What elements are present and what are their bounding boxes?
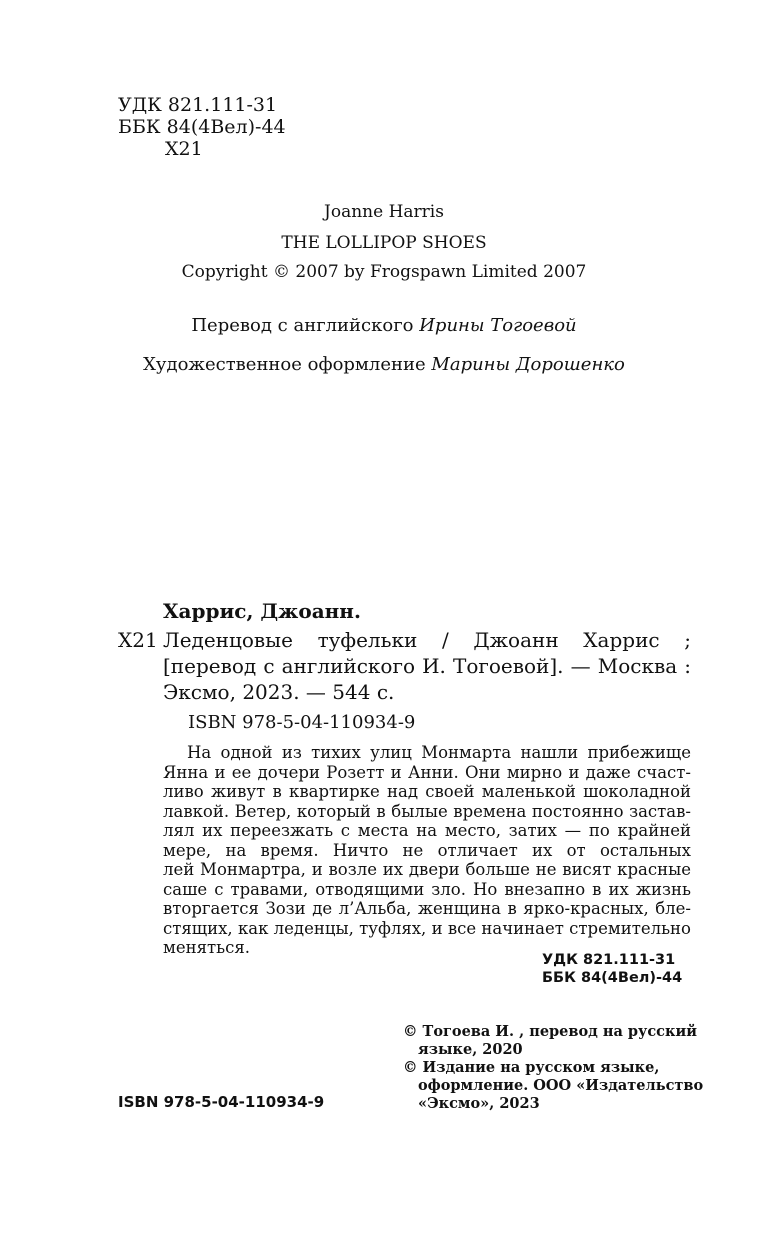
copyright-edition-design: оформление. ООО «Издательство	[418, 1077, 704, 1094]
annotation	[163, 743, 691, 958]
annotation-line: Янна и ее дочери Розетт и Анни. Они мирно и даже счаст-	[163, 762, 691, 782]
catalog-isbn: ISBN 978-5-04-110934-9	[188, 712, 416, 733]
translation-credit	[0, 315, 768, 336]
bbk-code-bottom: ББК 84(4Вел)-44	[542, 970, 683, 986]
catalog-line-1: Леденцовые туфельки / Джоанн Харрис ;	[163, 628, 691, 652]
annotation-line: вторгается Зози де л’Альба, женщина в ярко-красных, бле-	[163, 899, 691, 918]
copyright-translation-year: языке, 2020	[418, 1041, 523, 1058]
design-label: Художественное оформление	[143, 354, 426, 375]
catalog-line-2: [перевод с английского И. Тогоевой]. — Москва :	[163, 654, 691, 678]
udk-code-top: УДК 821.111-31	[118, 94, 278, 116]
annotation-line: лял их переезжать с места на место, затих — по крайней	[163, 821, 691, 840]
designer-name: Марины Дорошенко	[431, 354, 625, 375]
isbn-bottom: ISBN 978-5-04-110934-9	[118, 1093, 325, 1111]
annotation-line: мере, на время. Ничто не отличает их от остальных	[163, 840, 691, 860]
annotation-line: ливо живут в квартирке над своей маленькой шоколадной	[163, 782, 691, 801]
original-title: THE LOLLIPOP SHOES	[281, 233, 487, 253]
udk-code-bottom: УДК 821.111-31	[542, 952, 676, 968]
catalog-line-3: Эксмо, 2023. — 544 с.	[163, 680, 395, 704]
translation-label: Перевод с английского	[191, 315, 414, 336]
original-author: Joanne Harris	[324, 202, 444, 222]
original-copyright: Copyright © 2007 by Frogspawn Limited 2007	[181, 262, 587, 282]
copyright-translation: © Тогоева И. , перевод на русский	[403, 1023, 697, 1040]
catalog-author-mark: Х21	[118, 628, 158, 652]
bbk-code-top: ББК 84(4Вел)-44	[118, 116, 286, 138]
design-credit	[0, 354, 768, 375]
catalog-heading: Харрис, Джоанн.	[163, 599, 361, 623]
annotation-line: На одной из тихих улиц Монмарта нашли прибежище	[187, 743, 691, 762]
annotation-line: лавкой. Ветер, который в былые времена постоянно застав-	[163, 801, 691, 821]
author-mark-top: Х21	[165, 138, 203, 160]
annotation-line: меняться.	[163, 938, 251, 957]
annotation-line: лей Монмартра, и возле их двери больше не висят красные	[163, 860, 691, 879]
translator-name: Ирины Тогоевой	[419, 315, 577, 336]
annotation-line: саше с травами, отводящими зло. Но внезапно в их жизнь	[163, 879, 691, 899]
copyright-edition: © Издание на русском языке,	[403, 1059, 660, 1076]
annotation-line: стящих, как леденцы, туфлях, и все начинает стремительно	[163, 918, 691, 938]
copyright-edition-publisher: «Эксмо», 2023	[418, 1095, 540, 1112]
